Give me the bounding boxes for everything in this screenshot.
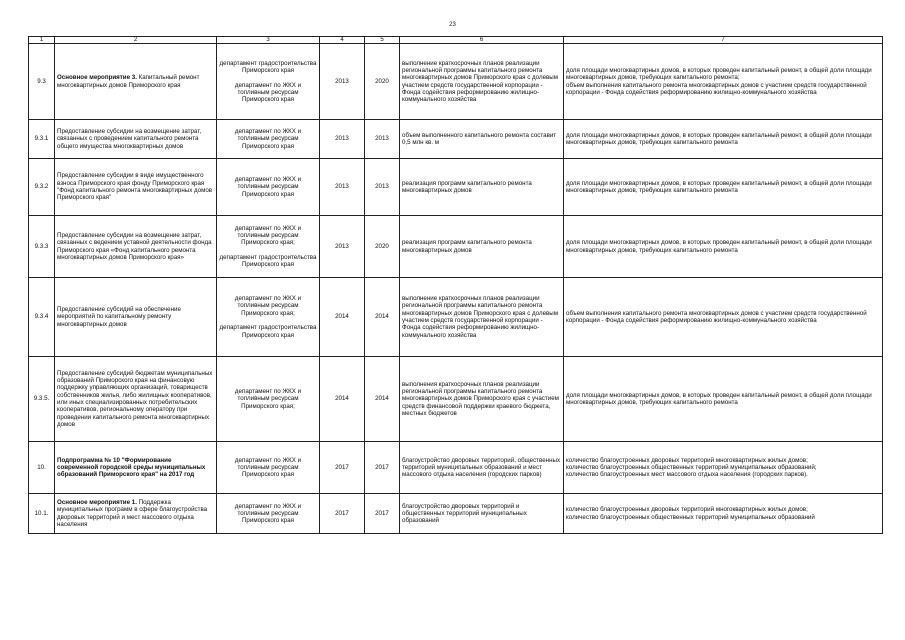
indicator: количество благоустроенных дворовых территорий многоквартирных жилых домов; количество благоустроенных общественных территорий муниципальных образований; количество благоустроенных мест массового отдыха населения (городских парков). xyxy=(564,442,883,494)
activity-name xyxy=(55,357,217,442)
expected-result: объем выполненного капитального ремонта составит 0,5 млн кв. м xyxy=(400,120,564,159)
activity-label: Поддержка муниципальных программ в сфере благоустройства дворовых территорий и мест массового отдыха населения xyxy=(57,498,208,528)
indicator: доля площади многоквартирных домов, в которых проведен капитальный ремонт, в общей доли площади многоквартирных домов, требующих капитального ремонта xyxy=(564,216,883,278)
indicator: доля площади многоквартирных домов, в которых проведен капитальный ремонт, в общей доли площади многоквартирных домов, требующих капитального ремонта xyxy=(564,159,883,216)
start-year: 2013 xyxy=(320,120,365,159)
table-row xyxy=(29,120,883,159)
executor: департамент градостроительства Приморского края департамент по ЖКХ и топливным ресурсам Приморского края xyxy=(217,44,320,120)
start-year: 2017 xyxy=(320,442,365,494)
start-year: 2013 xyxy=(320,44,365,120)
expected-result: выполнение краткосрочных планов реализации региональной программы капитального ремонта многоквартирных домов Приморского края с долевым участием средств государственной корпорации - Фонда содействия реформированию жилищно-коммунального хозяйства xyxy=(400,44,564,120)
start-year: 2013 xyxy=(320,216,365,278)
end-year: 2013 xyxy=(365,159,400,216)
activity-name xyxy=(55,442,217,494)
executor: департамент по ЖКХ и топливным ресурсам Приморского края xyxy=(217,159,320,216)
table-row xyxy=(29,442,883,494)
activity-bold-label: Подпрограмма № 10 "Формирование современной городской среды муниципальных образований Приморского края" на 2017 год xyxy=(57,456,206,479)
row-number: 9.3 xyxy=(29,44,55,120)
start-year: 2017 xyxy=(320,494,365,534)
column-header: 4 xyxy=(320,37,365,44)
row-number: 9.3.2 xyxy=(29,159,55,216)
column-header: 1 xyxy=(29,37,55,44)
column-header: 3 xyxy=(217,37,320,44)
expected-result: выполнения краткосрочных планов реализации региональной программы капитального ремонта многоквартирных домов Приморского края с участием средств финансовой поддержки краевого бюджета, местных бюджетов xyxy=(400,357,564,442)
activity-label: Предоставление субсидии в виде имущественного взноса Приморского края фонду Приморского края "Фонд капитального ремонта многоквартирных домов Приморского края" xyxy=(57,172,213,202)
expected-result: реализация программ капитального ремонта многоквартирных домов xyxy=(400,216,564,278)
column-header: 5 xyxy=(365,37,400,44)
activity-name xyxy=(55,216,217,278)
start-year: 2013 xyxy=(320,159,365,216)
end-year: 2013 xyxy=(365,120,400,159)
activity-name xyxy=(55,159,217,216)
activity-name xyxy=(55,44,217,120)
column-header: 7 xyxy=(564,37,883,44)
indicator: доля площади многоквартирных домов, в которых проведен капитальный ремонт, в общей доли площади многоквартирных домов, требующих капитального ремонта xyxy=(564,120,883,159)
start-year: 2014 xyxy=(320,357,365,442)
row-number: 10.1. xyxy=(29,494,55,534)
activity-label: Капитальный ремонт многоквартирных домов Приморского края xyxy=(57,74,200,89)
activity-label: Предоставление субсидии на возмещение затрат, связанных с ведением уставной деятельности фонда Приморского края «Фонд капитального ремонта многоквартирных домов Приморского края» xyxy=(57,231,212,261)
table-row xyxy=(29,357,883,442)
activity-label: Предоставление субсидий бюджетам муниципальных образований Приморского края на финансовую поддержку управляющих организаций, товариществ собственников жилья, либо жилищных кооперативов, или иных специализированных потребительских кооперативов, региональному оператору при проведении капитального ремонта многоквартирных домов xyxy=(57,369,213,428)
row-number: 9.3.1 xyxy=(29,120,55,159)
end-year: 2014 xyxy=(365,357,400,442)
activity-label: Предоставление субсидии на возмещение затрат, связанных с проведением капитального ремонта общего имущества многоквартирных домов xyxy=(57,128,202,150)
row-number: 9.3.4 xyxy=(29,278,55,357)
end-year: 2014 xyxy=(365,278,400,357)
expected-result: реализация программ капитального ремонта многоквартирных домов xyxy=(400,159,564,216)
executor: департамент по ЖКХ и топливным ресурсам Приморского края; xyxy=(217,357,320,442)
activity-name xyxy=(55,120,217,159)
activity-bold-label: Основное мероприятие 3. xyxy=(57,74,137,82)
end-year: 2017 xyxy=(365,494,400,534)
activity-name xyxy=(55,494,217,534)
start-year: 2014 xyxy=(320,278,365,357)
page-number: 23 xyxy=(449,22,456,28)
executor: департамент по ЖКХ и топливным ресурсам Приморского края xyxy=(217,494,320,534)
indicator: доля площади многоквартирных домов, в которых проведен капитальный ремонт, в общей доли площади многоквартирных домов, требующих капитального ремонта; объем выполнения капитального ремонта многоквартирных домов с участием средств государственной корпорации - Фонда содействия реформированию жилищно-коммунального хозяйства xyxy=(564,44,883,120)
column-header: 2 xyxy=(55,37,217,44)
executor: департамент по ЖКХ и топливным ресурсам Приморского края xyxy=(217,120,320,159)
table-row xyxy=(29,216,883,278)
executor: департамент по ЖКХ и топливным ресурсам Приморского края; департамент градостроительства Приморского края xyxy=(217,278,320,357)
indicator: количество благоустроенных дворовых территорий многоквартирных жилых домов; количество благоустроенных общественных территорий муниципальных образований xyxy=(564,494,883,534)
program-table xyxy=(28,36,883,534)
expected-result: выполнение краткосрочных планов реализации региональной программы капитального ремонта многоквартирных домов Приморского края с долевым участием средств государственной корпорации - Фонда содействия реформированию жилищно-коммунального хозяйства xyxy=(400,278,564,357)
indicator: объем выполнения капитального ремонта многоквартирных домов с участием средств государственной корпорации - Фонда содействия реформированию жилищно-коммунального хозяйства xyxy=(564,278,883,357)
table-row xyxy=(29,494,883,534)
expected-result: благоустройство дворовых территорий и общественных территорий муниципальных образований xyxy=(400,494,564,534)
executor: департамент по ЖКХ и топливным ресурсам Приморского края; департамент градостроительства Приморского края xyxy=(217,216,320,278)
row-number: 10. xyxy=(29,442,55,494)
column-header: 6 xyxy=(400,37,564,44)
table-row xyxy=(29,159,883,216)
end-year: 2020 xyxy=(365,216,400,278)
table-row xyxy=(29,44,883,120)
expected-result: благоустройство дворовых территорий, общественных территорий муниципальных образований и мест массового отдыха населения (городских парков) xyxy=(400,442,564,494)
table-row xyxy=(29,278,883,357)
end-year: 2020 xyxy=(365,44,400,120)
activity-name xyxy=(55,278,217,357)
activity-label: Предоставление субсидий на обеспечение мероприятий по капитальному ремонту многоквартирных домов xyxy=(57,306,181,328)
end-year: 2017 xyxy=(365,442,400,494)
indicator: доля площади многоквартирных домов, в которых проведен капитальный ремонт, в общей доли площади многоквартирных домов, требующих капитального ремонта xyxy=(564,357,883,442)
executor: департамент по ЖКХ и топливным ресурсам Приморского края xyxy=(217,442,320,494)
column-number-row xyxy=(29,37,883,44)
row-number: 9.3.3 xyxy=(29,216,55,278)
row-number: 9.3.5. xyxy=(29,357,55,442)
activity-bold-label: Основное мероприятие 1. xyxy=(57,498,137,506)
